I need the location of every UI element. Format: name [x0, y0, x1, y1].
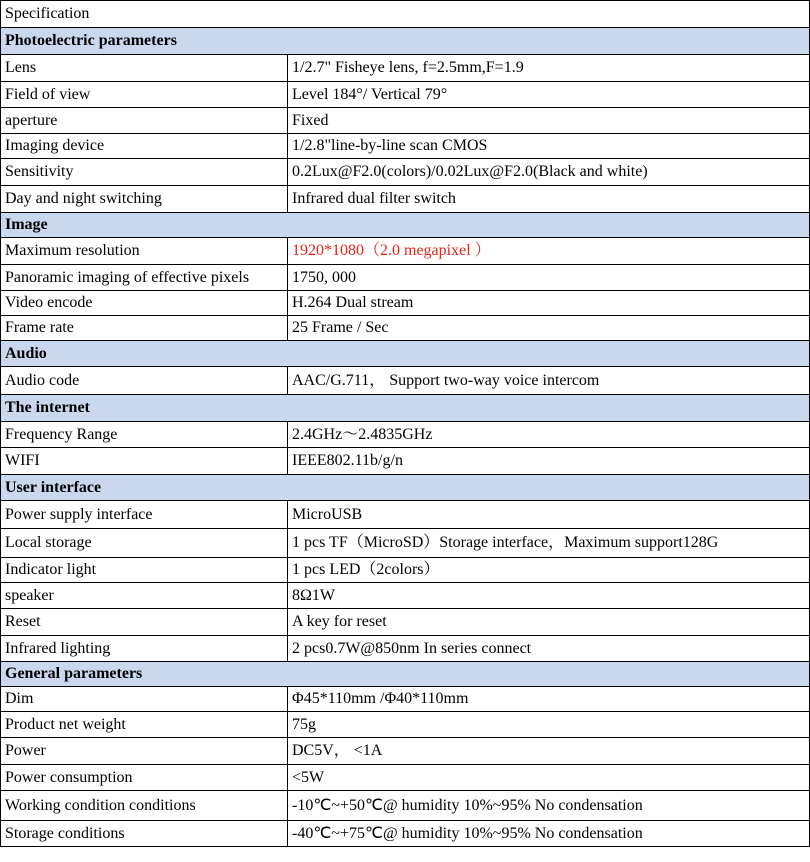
table-row — [1, 291, 810, 316]
spec-label: Product net weight — [1, 712, 288, 738]
table-row — [1, 609, 810, 636]
table-row — [1, 55, 810, 82]
spec-value: MicroUSB — [288, 501, 810, 529]
spec-value: 25 Frame / Sec — [288, 316, 810, 341]
spec-label: Power consumption — [1, 765, 288, 791]
table-row — [1, 265, 810, 291]
spec-label: Panoramic imaging of effective pixels — [1, 265, 288, 291]
spec-value: -40℃~+75℃@ humidity 10%~95% No condensation — [288, 821, 810, 847]
spec-label: Field of view — [1, 82, 288, 108]
spec-value: 2 pcs0.7W@850nm In series connect — [288, 636, 810, 662]
spec-value: Φ45*110mm /Φ40*110mm — [288, 687, 810, 712]
section-header: Image — [1, 213, 810, 238]
table-row — [1, 448, 810, 475]
section-header: The internet — [1, 395, 810, 422]
spec-label: Storage conditions — [1, 821, 288, 847]
table-row — [1, 159, 810, 186]
spec-value: -10℃~+50℃@ humidity 10%~95% No condensation — [288, 791, 810, 821]
spec-label: speaker — [1, 583, 288, 609]
spec-label: Working condition conditions — [1, 791, 288, 821]
table-row — [1, 108, 810, 134]
spec-label: Day and night switching — [1, 186, 288, 213]
spec-label: Indicator light — [1, 558, 288, 583]
table-row — [1, 791, 810, 821]
section-header-row — [1, 662, 810, 687]
section-header: Photoelectric parameters — [1, 28, 810, 55]
table-row — [1, 712, 810, 738]
section-header-row — [1, 395, 810, 422]
section-header-row — [1, 341, 810, 367]
spec-value: 1/2.7" Fisheye lens, f=2.5mm,F=1.9 — [288, 55, 810, 82]
section-header: Audio — [1, 341, 810, 367]
table-title-row — [1, 1, 810, 28]
table-row — [1, 765, 810, 791]
spec-value: 1 pcs LED（2colors） — [288, 558, 810, 583]
spec-label: Reset — [1, 609, 288, 636]
spec-value: <5W — [288, 765, 810, 791]
spec-value: 8Ω1W — [288, 583, 810, 609]
spec-label: WIFI — [1, 448, 288, 475]
spec-label: Dim — [1, 687, 288, 712]
section-header: User interface — [1, 475, 810, 501]
table-row — [1, 367, 810, 395]
spec-value: 0.2Lux@F2.0(colors)/0.02Lux@F2.0(Black and white) — [288, 159, 810, 186]
spec-value: 75g — [288, 712, 810, 738]
table-row — [1, 134, 810, 159]
spec-label: Frame rate — [1, 316, 288, 341]
spec-value: 2.4GHz～2.4835GHz — [288, 422, 810, 448]
table-row — [1, 687, 810, 712]
spec-value: DC5V， <1A — [288, 738, 810, 765]
spec-label: Video encode — [1, 291, 288, 316]
table-row — [1, 422, 810, 448]
spec-value: H.264 Dual stream — [288, 291, 810, 316]
spec-value: Infrared dual filter switch — [288, 186, 810, 213]
spec-value: 1920*1080（2.0 megapixel ） — [288, 238, 810, 265]
spec-value: 1750, 000 — [288, 265, 810, 291]
table-row — [1, 186, 810, 213]
spec-label: Audio code — [1, 367, 288, 395]
table-row — [1, 529, 810, 558]
spec-label: Local storage — [1, 529, 288, 558]
section-header-row — [1, 475, 810, 501]
spec-value: IEEE802.11b/g/n — [288, 448, 810, 475]
table-row — [1, 583, 810, 609]
spec-value: A key for reset — [288, 609, 810, 636]
spec-value: Fixed — [288, 108, 810, 134]
spec-label: aperture — [1, 108, 288, 134]
section-header-row — [1, 213, 810, 238]
specification-table-body — [1, 1, 810, 847]
table-row — [1, 636, 810, 662]
table-row — [1, 821, 810, 847]
spec-label: Infrared lighting — [1, 636, 288, 662]
spec-value: AAC/G.711， Support two-way voice intercom — [288, 367, 810, 395]
spec-label: Frequency Range — [1, 422, 288, 448]
spec-label: Maximum resolution — [1, 238, 288, 265]
table-row — [1, 558, 810, 583]
section-header: General parameters — [1, 662, 810, 687]
spec-value: Level 184°/ Vertical 79° — [288, 82, 810, 108]
table-row — [1, 738, 810, 765]
spec-value: 1 pcs TF（MicroSD）Storage interface，Maximum support128G — [288, 529, 810, 558]
spec-label: Sensitivity — [1, 159, 288, 186]
spec-label: Power supply interface — [1, 501, 288, 529]
spec-label: Lens — [1, 55, 288, 82]
table-title: Specification — [1, 1, 810, 28]
table-row — [1, 316, 810, 341]
section-header-row — [1, 28, 810, 55]
spec-value: 1/2.8"line-by-line scan CMOS — [288, 134, 810, 159]
table-row — [1, 238, 810, 265]
spec-label: Power — [1, 738, 288, 765]
spec-label: Imaging device — [1, 134, 288, 159]
table-row — [1, 501, 810, 529]
table-row — [1, 82, 810, 108]
